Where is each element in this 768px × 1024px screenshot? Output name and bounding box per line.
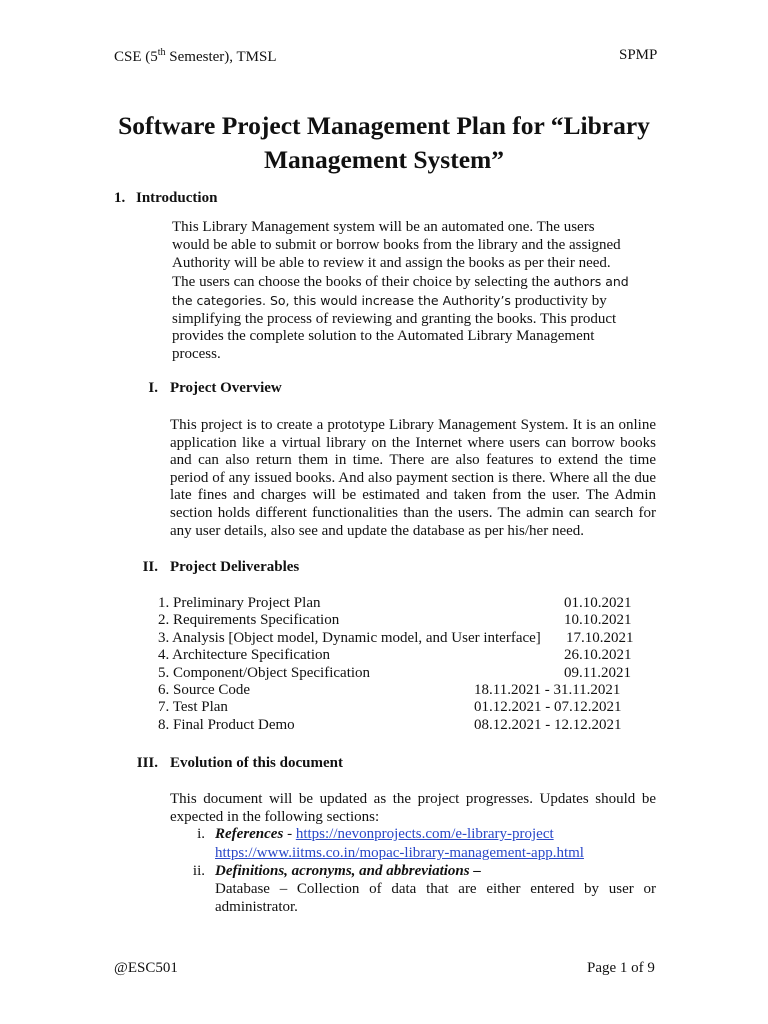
deliverable-name: 1. Preliminary Project Plan (158, 595, 321, 611)
deliverable-date: 08.12.2021 - 12.12.2021 (474, 716, 622, 733)
subsection-number-evolution: III. (136, 755, 158, 771)
deliverable-date: 17.10.2021 (566, 629, 634, 646)
deliverable-row (158, 630, 638, 647)
list-numeral-i: i. (197, 826, 205, 842)
subsection-number-deliverables: II. (142, 559, 158, 575)
definitions-text: Database – Collection of data that are either entered by user or administrator. (215, 881, 656, 915)
list-numeral-ii: ii. (192, 863, 205, 879)
reference-link-iitms-row (215, 845, 584, 862)
deliverable-name: 5. Component/Object Specification (158, 664, 371, 681)
deliverable-row (158, 682, 638, 699)
deliverable-name: 2. Requirements Specification (158, 612, 340, 629)
definitions-label: Definitions, acronyms, and abbreviations – (215, 863, 481, 879)
footer-code: @ESC501 (114, 960, 178, 976)
subsection-number-overview: I. (148, 380, 158, 396)
title-line-1: Software Project Management Plan for “Library (118, 111, 650, 140)
subsection-heading-overview: Project Overview (170, 380, 282, 396)
subsection-heading-deliverables: Project Deliverables (170, 559, 300, 575)
deliverable-row (158, 612, 638, 629)
references-label: References (215, 826, 284, 842)
deliverable-name: 4. Architecture Specification (158, 647, 331, 664)
reference-link-nevonprojects[interactable]: https://nevonprojects.com/e-library-project (295, 826, 554, 842)
deliverable-date: 26.10.2021 (564, 647, 632, 664)
footer-page-number: Page 1 of 9 (587, 960, 655, 976)
header-doc-code: SPMP (619, 47, 658, 63)
deliverable-row (158, 699, 638, 716)
deliverable-name: 3. Analysis [Object model, Dynamic model, and User interface] (158, 629, 541, 646)
deliverable-name: 8. Final Product Demo (158, 716, 295, 733)
subsection-heading-evolution: Evolution of this document (170, 755, 343, 771)
deliverable-row (158, 647, 638, 664)
deliverable-date: 18.11.2021 - 31.11.2021 (474, 681, 621, 698)
deliverable-row (158, 665, 638, 682)
deliverable-name: 6. Source Code (158, 681, 251, 698)
section-number-introduction: 1. (114, 190, 126, 206)
deliverables-list (158, 595, 638, 734)
title-line-2: Management System” (263, 145, 505, 174)
deliverable-date: 01.12.2021 - 07.12.2021 (474, 699, 622, 716)
deliverable-date: 09.11.2021 (564, 664, 631, 681)
page-title (100, 109, 668, 177)
introduction-paragraph: This Library Management system will be an automated one. The users would be able to submit or borrow books from the library and the assigned Authority will be able to review it and assign the books as per their need. The users can choose the books of their choice by selecting the authors and the categories. So, this would increase the Authority’s productivity by simplifying the process of reviewing and granting the books. This product provides the complete solution to the Automated Library Management process. (172, 219, 629, 363)
deliverable-row (158, 717, 638, 734)
reference-link-iitms[interactable]: https://www.iitms.co.in/mopac-library-management-app.html (215, 845, 584, 861)
section-heading-introduction: Introduction (136, 190, 218, 206)
header-course: CSE (5th Semester), TMSL (114, 47, 277, 65)
deliverable-date: 10.10.2021 (564, 612, 632, 629)
overview-paragraph: This project is to create a prototype Library Management System. It is an online application like a virtual library on the Internet where users can borrow books and can also return them in time. There are also features to extend the time period of any issued books. And also payment section is there. Where all the due late fines and charges will be estimated and taken from the user. The Admin section holds different functionalities than the users. The admin can search for any user details, also see and update the database as per his/her need. (170, 417, 656, 539)
deliverable-name: 7. Test Plan (158, 699, 228, 716)
deliverable-date: 01.10.2021 (564, 595, 632, 611)
references-item: References - https://nevonprojects.com/e-library-project (215, 826, 554, 842)
evolution-paragraph: This document will be updated as the project progresses. Updates should be expected in the following sections: (170, 791, 656, 825)
deliverable-row (158, 595, 638, 612)
